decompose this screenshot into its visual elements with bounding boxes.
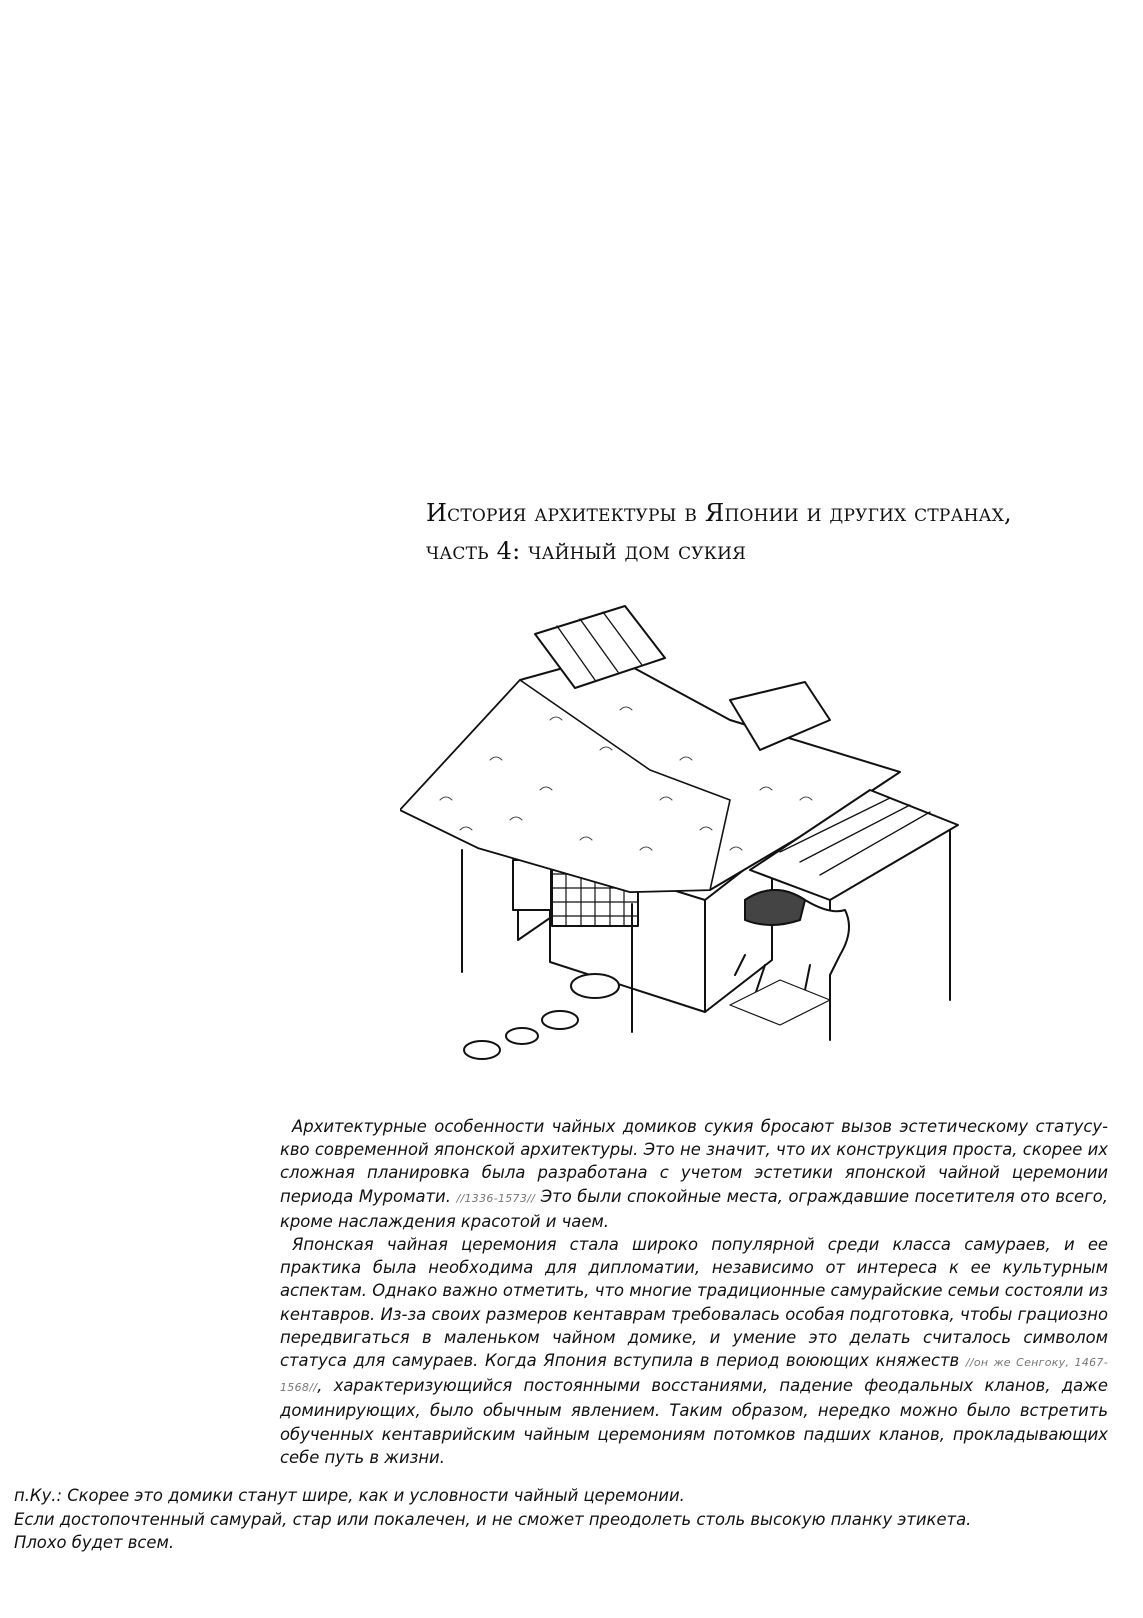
doormat [730,980,830,1025]
page-title [426,494,1126,570]
translator-note-line-1: п.Ку.: Скорее это домики станут шире, как и условности чайный церемонии. [14,1486,685,1505]
date-note-muromachi: //1336-1573// [456,1191,536,1205]
stepping-stone [506,1028,538,1044]
title-line-2: часть 4: чайный дом сукия [426,537,747,565]
title-line-1: История архитектуры в Японии и других странах, [426,499,1012,527]
translator-note [14,1484,1124,1555]
article-paragraph-1: Архитектурные особенности чайных домиков сукия бросают вызов эстетическому статусу-кво современной японской архитектуры. Это не значит, что их конструкция проста, скорее их сложная планировка была разработана с учетом эстетики японской чайной церемонии периода Муромати. //1336-1573// Это были спокойные места, ограждавшие посетителя ото всего, кроме наслаждения красотой и чаем. [280,1117,1108,1231]
article-body [280,1115,1108,1469]
article-paragraph-2: Японская чайная церемония стала широко популярной среди класса самураев, и ее практика была необходима для дипломатии, независимо от интереса к ее культурным аспектам. Однако важно отметить, что многие традиционные самурайские семьи состояли из кентавров. Из-за своих размеров кентаврам требовалась особая подготовка, чтобы грациозно передвигаться в маленьком чайном домике, и умение это делать считалось символом статуса для самураев. Когда Япония вступила в период воюющих княжеств //он же Сенгоку, 1467-1568//, характеризующийся постоянными восстаниями, падение феодальных кланов, даже доминирующих, было обычным явлением. Таким образом, нередко можно было встретить обученных кентаврийским чайным церемониям потомков падших кланов, прокладывающих себе путь в жизни. [280,1235,1109,1467]
stepping-stone [464,1041,500,1059]
tea-house-illustration [400,600,990,1080]
date-note-sengoku: //он же Сенгоку, 1467-1568// [280,1356,1108,1395]
translator-note-line-3: Плохо будет всем. [14,1533,175,1552]
stepping-stone [542,1011,578,1029]
translator-note-line-2: Если достопочтенный самурай, стар или покалечен, и не сможет преодолеть столь высокую планку этикета. [14,1509,972,1529]
stepping-stone [571,974,619,998]
